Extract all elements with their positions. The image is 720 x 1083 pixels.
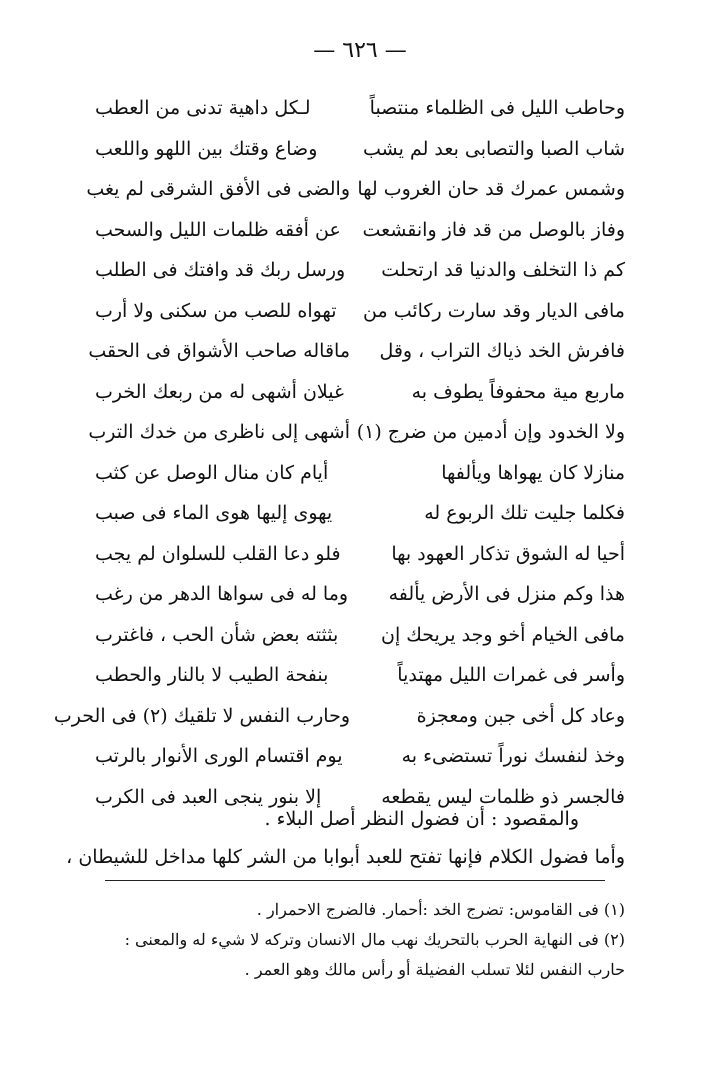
verse-first-hemistich: وعاد كل أخى جبن ومعجزة xyxy=(416,704,625,727)
verse-line xyxy=(95,372,625,413)
verse-line xyxy=(53,696,625,737)
verse-line xyxy=(88,331,625,372)
verse-line xyxy=(95,736,625,777)
prose-line: وأما فضول الكلام فإنها تفتح للعبد أبوابا من الشر كلها مداخل للشيطان ، xyxy=(66,846,625,868)
verse-line xyxy=(95,250,625,291)
verse-first-hemistich: وشمس عمرك قد حان الغروب لها xyxy=(357,178,625,201)
verse-second-hemistich: وضاع وقتك بين اللهو واللعب xyxy=(95,137,318,160)
verse-line xyxy=(95,88,625,129)
verse-second-hemistich: يوم اقتسام الورى الأنوار بالرتب xyxy=(95,745,343,768)
verse-first-hemistich: وفاز بالوصل من قد فاز وانقشعت xyxy=(362,218,625,241)
verse-second-hemistich: غيلان أشهى له من ربعك الخرب xyxy=(95,380,344,403)
verse-second-hemistich: بثثته بعض شأن الحب ، فاغترب xyxy=(95,623,339,646)
verse-second-hemistich: وحارب النفس لا تلقيك (٢) فى الحرب xyxy=(53,704,350,727)
verse-line xyxy=(95,129,625,170)
verse-second-hemistich: تهواه للصب من سكنى ولا أرب xyxy=(95,299,337,322)
verse-first-hemistich: وأسر فى غمرات الليل مهتدياً xyxy=(397,664,625,687)
verse-first-hemistich: كم ذا التخلف والدنيا قد ارتحلت xyxy=(381,259,625,282)
verse-second-hemistich: فلو دعا القلب للسلوان لم يجب xyxy=(95,542,341,565)
verse-line xyxy=(95,534,625,575)
verse-first-hemistich: وخذ لنفسك نوراً تستضىء به xyxy=(401,745,625,768)
footnote-2: (٢) فى النهاية الحرب بالتحريك نهب مال الانسان وتركه لا شيء له والمعنى : xyxy=(124,930,625,949)
verse-second-hemistich: إلا بنور ينجى العبد فى الكرب xyxy=(95,785,322,808)
footnote-2-continued: حارب النفس لئلا تسلب الفضيلة أو رأس مالك وهو العمر . xyxy=(244,960,625,979)
verse-second-hemistich: ماقاله صاحب الأشواق فى الحقب xyxy=(88,340,350,363)
verse-first-hemistich: مافى الديار وقد سارت ركائب من xyxy=(363,299,625,322)
verse-line xyxy=(95,453,625,494)
verse-line xyxy=(95,210,625,251)
verse-line xyxy=(95,655,625,696)
verse-first-hemistich: مافى الخيام أخو وجد يريحك إن xyxy=(380,623,625,646)
verse-second-hemistich: والضى فى الأفق الشرقى لم يغب xyxy=(86,178,350,201)
footnotes xyxy=(95,895,625,985)
verse-first-hemistich: فالجسر ذو ظلمات ليس يقطعه xyxy=(381,785,625,808)
verse-second-hemistich: لـكل داهية تدنى من العطب xyxy=(95,97,311,120)
footnote-1: (١) فى القاموس: تضرج الخد :أحمار. فالضرج الاحمرار . xyxy=(256,900,625,919)
poem xyxy=(53,88,625,817)
verse-second-hemistich: بنفحة الطيب لا بالنار والحطب xyxy=(95,664,329,687)
verse-first-hemistich: هذا وكم منزل فى الأرض يألفه xyxy=(388,583,625,606)
verse-second-hemistich: أيام كان منال الوصل عن كثب xyxy=(95,461,329,484)
verse-line xyxy=(86,169,625,210)
verse-line xyxy=(95,615,625,656)
verse-first-hemistich: وحاطب الليل فى الظلماء منتصباً xyxy=(369,97,625,120)
verse-line xyxy=(95,574,625,615)
verse-first-hemistich: ماربع مية محفوفاً يطوف به xyxy=(411,380,625,403)
prose-line: والمقصود : أن فضول النظر أصل البلاء . xyxy=(264,808,579,830)
verse-second-hemistich: عن أفقه ظلمات الليل والسحب xyxy=(95,218,341,241)
verse-first-hemistich: منازلا كان يهواها ويألفها xyxy=(441,461,625,484)
verse-first-hemistich: شاب الصبا والتصابى بعد لم يشب xyxy=(363,137,625,160)
page-number: — ٦٢٦ — xyxy=(313,38,407,63)
verse-second-hemistich: أشهى إلى ناظرى من خدك الترب xyxy=(88,421,350,444)
verse-first-hemistich: أحيا له الشوق تذكار العهود بها xyxy=(391,542,625,565)
verse-second-hemistich: وما له فى سواها الدهر من رغب xyxy=(95,583,349,606)
verse-line xyxy=(95,291,625,332)
verse-line xyxy=(88,412,625,453)
verse-second-hemistich: يهوى إليها هوى الماء فى صبب xyxy=(95,502,333,525)
verse-first-hemistich: فكلما جليت تلك الربوع له xyxy=(424,502,625,525)
verse-first-hemistich: ولا الخدود وإن أدمين من ضرج (١) xyxy=(356,421,625,444)
verse-line xyxy=(95,493,625,534)
footnote-divider xyxy=(105,880,605,881)
verse-first-hemistich: فافرش الخد ذياك التراب ، وقل xyxy=(379,340,625,363)
verse-second-hemistich: ورسل ربك قد وافتك فى الطلب xyxy=(95,259,346,282)
